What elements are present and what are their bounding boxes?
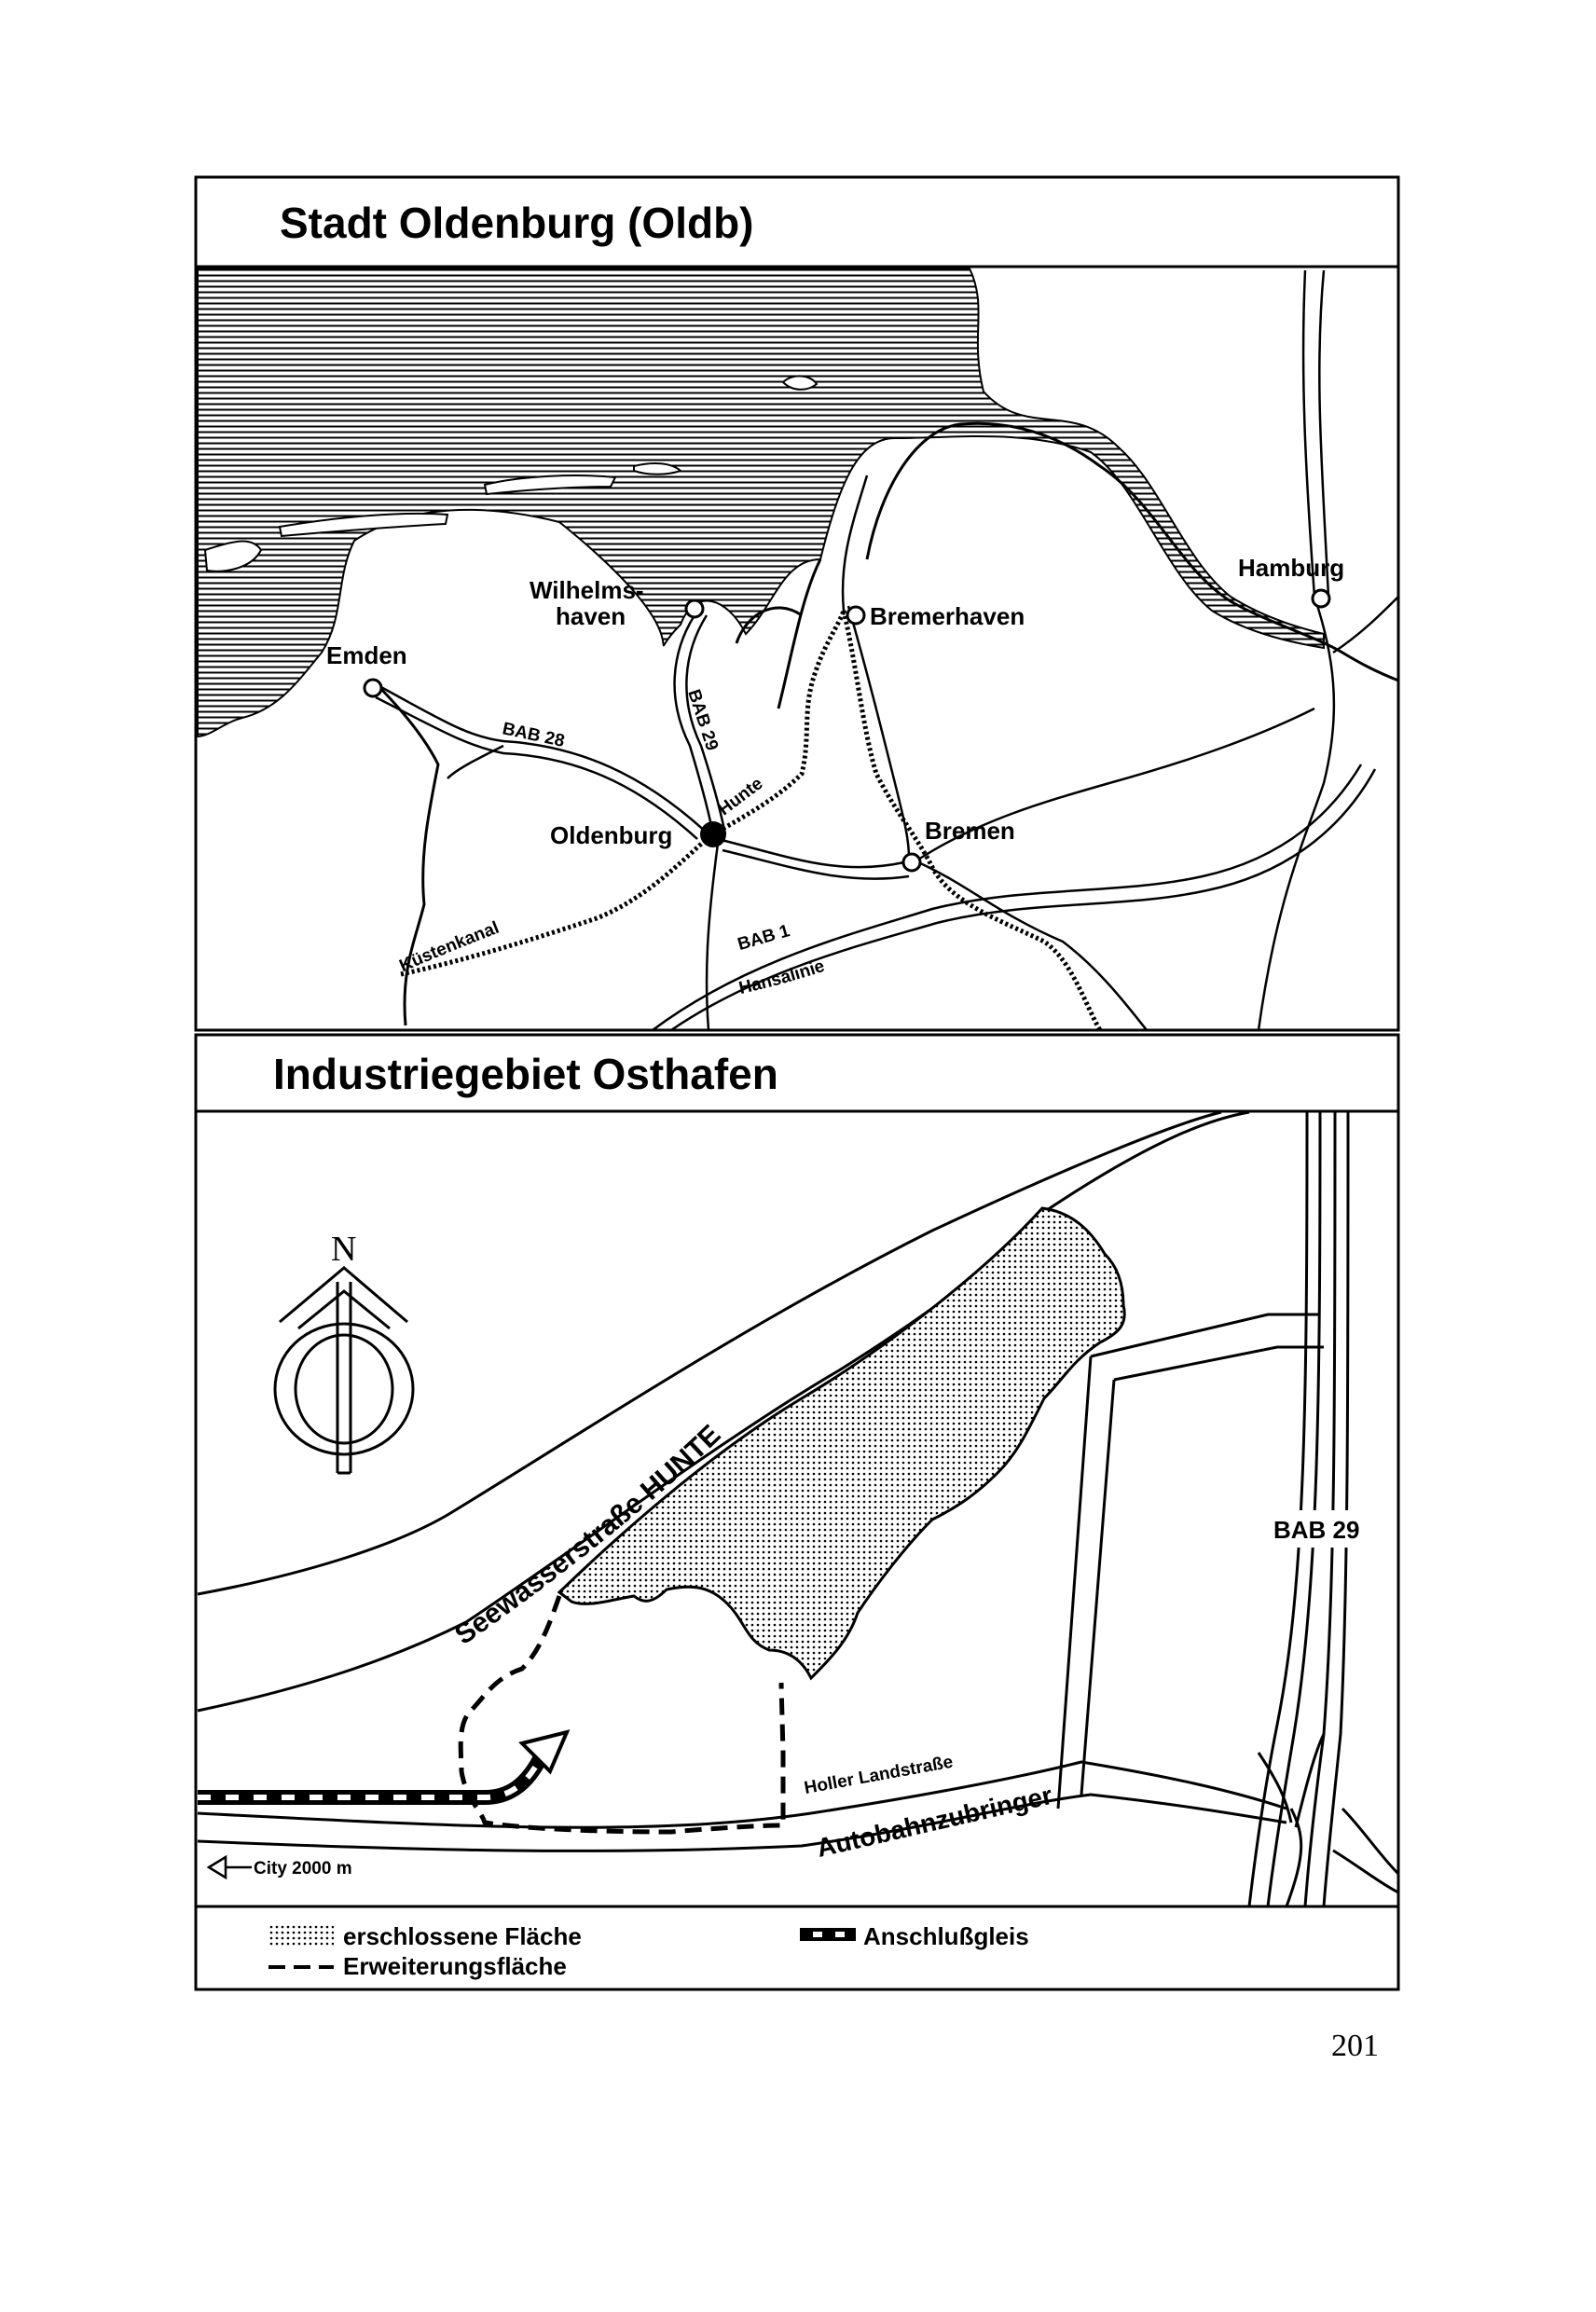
city-emden: [326, 641, 407, 696]
legend-anschluss: Anschlußgleis: [863, 1922, 1029, 1950]
arrow-left-icon: [209, 1857, 252, 1878]
bab28-label: BAB 28: [500, 719, 567, 751]
city-emden-label: Emden: [326, 641, 407, 669]
holler-label: Holler Landstraße: [803, 1752, 955, 1799]
bab29-label: BAB 29: [683, 687, 722, 753]
legend-erschlossen: erschlossene Fläche: [343, 1922, 582, 1950]
road-hamburg-north: [1303, 270, 1314, 597]
overview-title: Stadt Oldenburg (Oldb): [280, 199, 754, 247]
city-marker-icon: [686, 600, 703, 617]
bab28-road: [376, 685, 709, 839]
bab29-detail-label: BAB 29: [1273, 1516, 1360, 1544]
road-oldenburg-bremen: [718, 839, 904, 867]
city-marker-icon: [365, 680, 381, 696]
city-bremerhaven: [847, 602, 1025, 630]
road-oldenburg-bremen-2: [722, 850, 909, 879]
legend-dots-swatch: [268, 1925, 334, 1946]
autobahnzubringer-label: Autobahnzubringer: [814, 1780, 1055, 1863]
city-bremerhaven-label: Bremerhaven: [870, 602, 1025, 630]
north-label: N: [331, 1230, 357, 1269]
road-hamburg-east: [1333, 597, 1398, 653]
bab29-motorway: [1249, 1112, 1398, 1906]
city-wilhelmshaven-label-2: haven: [556, 602, 626, 630]
page-number: 201: [1331, 2029, 1379, 2063]
city-marker-icon: [700, 821, 726, 847]
anschlussgleis: [198, 1732, 567, 1797]
road-bremerhaven-bremen: [848, 606, 909, 858]
city-marker-icon: [1313, 590, 1329, 607]
city-marker-icon: [847, 607, 864, 624]
hunte-label: Hunte: [714, 774, 767, 820]
north-arrow-icon: [275, 1230, 413, 1473]
hansalinie-label: Hansalinie: [736, 956, 828, 998]
detail-title: Industriegebiet Osthafen: [273, 1050, 778, 1098]
feeder-road-north: [1286, 1809, 1301, 1906]
local-road: [1081, 1380, 1114, 1795]
road-hamburg-north-2: [1319, 270, 1328, 597]
legend: [268, 1922, 1029, 1980]
seewasserstrasse-label: Seewasserstraße HUNTE: [449, 1419, 727, 1651]
legend-erweiterung: Erweiterungsfläche: [343, 1952, 567, 1980]
city-oldenburg-label: Oldenburg: [550, 821, 673, 849]
city-distance-label: City 2000 m: [254, 1859, 352, 1878]
local-road: [1114, 1347, 1324, 1380]
legend-rail-swatch: [800, 1928, 856, 1941]
city-marker-icon: [903, 854, 920, 871]
city-hamburg: [1238, 554, 1344, 607]
overview-map: [196, 177, 1398, 1030]
city-bremen: [903, 817, 1015, 871]
city-bremen-label: Bremen: [925, 817, 1015, 845]
bab1-label: BAB 1: [735, 921, 792, 956]
hunte-bank-south: [198, 1112, 1249, 1711]
detail-map: [196, 1035, 1398, 1989]
city-hamburg-label: Hamburg: [1238, 554, 1345, 582]
road-bremerhaven-north: [843, 475, 867, 611]
kuestenkanal-label: Küstenkanal: [396, 917, 502, 977]
city-wilhelmshaven-label-1: Wilhelms-: [530, 576, 644, 604]
city-direction: [209, 1857, 352, 1878]
